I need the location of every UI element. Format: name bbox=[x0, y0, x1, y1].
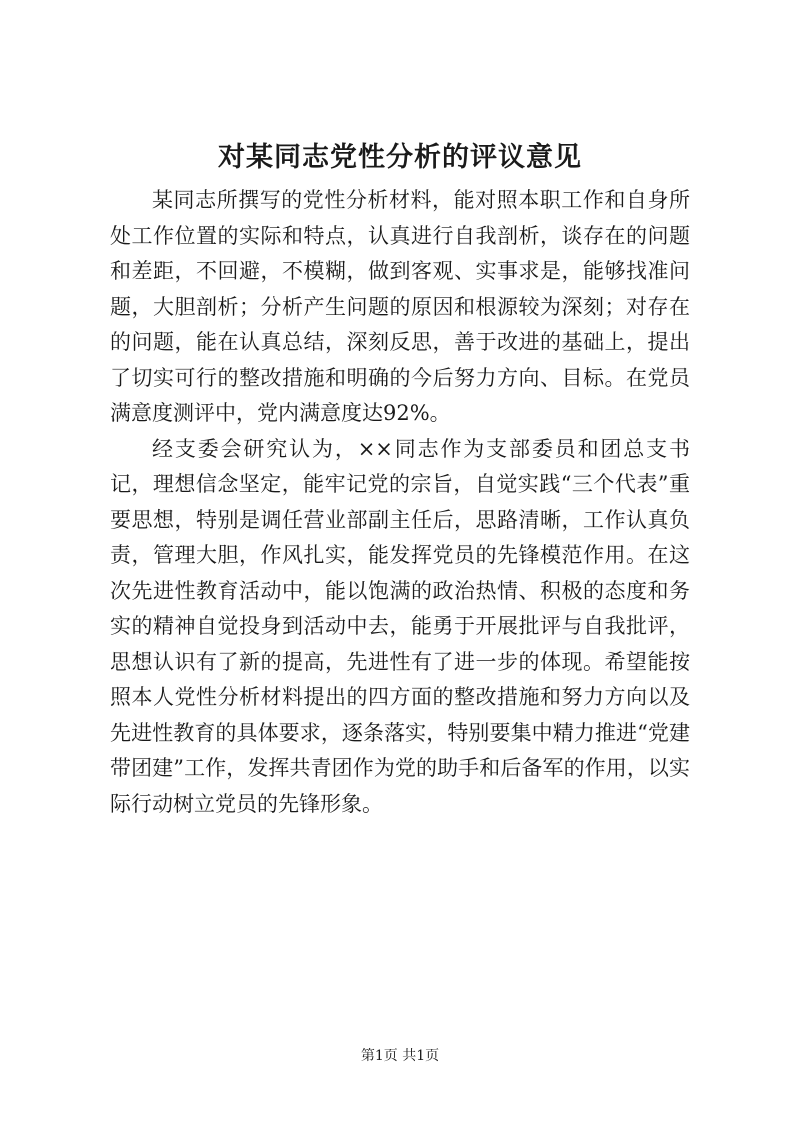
document-body bbox=[110, 183, 690, 822]
paragraph-2: 经支委会研究认为，××同志作为支部委员和团总支书记，理想信念坚定，能牢记党的宗旨，自觉实践“三个代表”重要思想，特别是调任营业部副主任后，思路清晰，工作认真负责，管理大胆，作风扎实，能发挥党员的先锋模范作用。在这次先进性教育活动中，能以饱满的政治热情、积极的态度和务实的精神自觉投身到活动中去，能勇于开展批评与自我批评，思想认识有了新的提高，先进性有了进一步的体现。希望能按照本人党性分析材料提出的四方面的整改措施和努力方向以及先进性教育的具体要求，逐条落实，特别要集中精力推进“党建带团建”工作，发挥共青团作为党的助手和后备军的作用，以实际行动树立党员的先锋形象。 bbox=[110, 436, 690, 816]
page-footer: 第1页 共1页 bbox=[360, 1048, 440, 1064]
paragraph-1: 某同志所撰写的党性分析材料，能对照本职工作和自身所处工作位置的实际和特点，认真进行自我剖析，谈存在的问题和差距，不回避，不模糊，做到客观、实事求是，能够找准问题，大胆剖析；分析产生问题的原因和根源较为深刻；对存在的问题，能在认真总结，深刻反思，善于改进的基础上，提出了切实可行的整改措施和明确的今后努力方向、目标。在党员满意度测评中，党内满意度达92%。 bbox=[110, 188, 690, 425]
document-title: 对某同志党性分析的评议意见 bbox=[218, 142, 582, 173]
